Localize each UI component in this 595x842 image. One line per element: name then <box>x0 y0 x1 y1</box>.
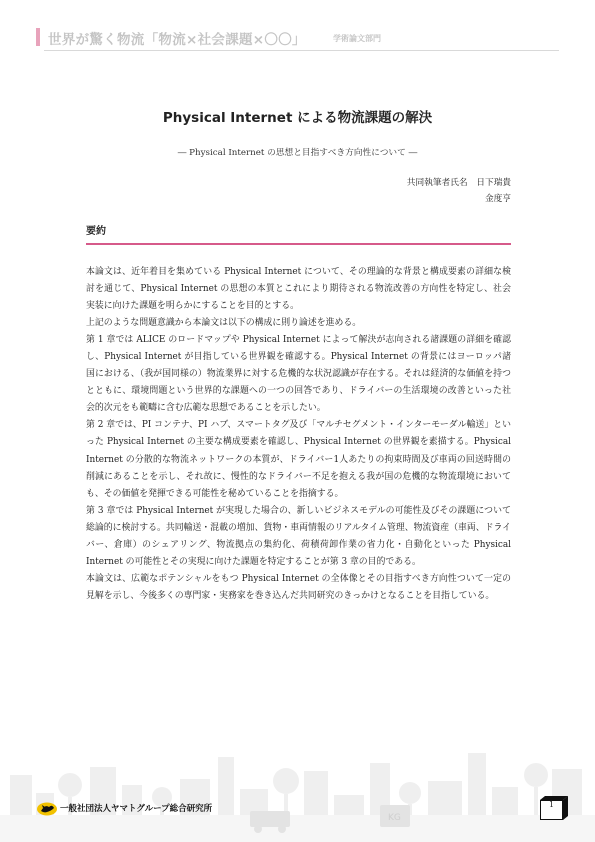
author-line-1: 共同執筆者氏名 日下瑞貴 <box>406 178 511 188</box>
abstract-body <box>86 264 511 605</box>
abstract-paragraph: 第 2 章では、PI コンテナ、PI ハブ、スマートタグ及び「マルチセグメント・インターモーダル輸送」といった Physical Internet の主要な構成要素を確認し、Physical Internet の世界観を素描する。Physical Internet の分散的な物流ネットワークの本質が、ドライバー1人あたりの拘束時間及び車両の回送時間の削減にあることを示し、それ故に、慢性的なドライバー不足を抱える我が国の危機的な物流環境においても、その価値を発揮できる可能性を秘めていることを指摘する。 <box>86 420 511 499</box>
author-line-2: 金度亨 <box>484 194 511 204</box>
svg-text:KG: KG <box>388 813 401 823</box>
paper-subtitle: ― Physical Internet の思想と目指すべき方向性について ― <box>177 148 418 158</box>
header-divider <box>44 50 559 51</box>
page-number-box <box>540 796 570 820</box>
abstract-paragraph: 上記のような問題意識から本論文は以下の構成に則り論述を進める。 <box>86 318 362 329</box>
yamato-cat-logo-icon <box>36 800 58 816</box>
city-skyline-illustration <box>0 745 595 842</box>
header-accent-bar <box>36 28 40 46</box>
department-label: 学術論文部門 <box>333 34 381 43</box>
abstract-paragraph: 本論文は、広範なポテンシャルをもつ Physical Internet の全体像とその目指すべき方向性ついて一定の見解を示し、今後多くの専門家・実務家を巻き込んだ共同研究のきっかけとなることを目指している。 <box>86 573 511 601</box>
abstract-paragraph: 第 3 章では Physical Internet が実現した場合の、新しいビジネスモデルの可能性及びその課題について総論的に検討する。共同輸送・混載の増加、貨物・車両情報のリアルタイム管理、物流資産（車両、ドライバー、倉庫）のシェアリング、物流拠点の集約化、荷積荷卸作業の省力化・自動化といった Physical Internet の可能性とその実現に向けた課題を特定することが第 3 章の目的である。 <box>86 505 511 567</box>
abstract-paragraph: 本論文は、近年着目を集めている Physical Internet について、その理論的な背景と構成要素の詳細な検討を通じて、Physical Internet の思想の本質とこれにより期待される物流改善の方向性を特定し、社会実装に向けた課題を明らかにすることを目的とする。 <box>86 267 511 312</box>
page-number: 1 <box>548 800 555 809</box>
abstract-divider <box>86 243 511 245</box>
series-title: 世界が驚く物流「物流×社会課題×〇〇」 <box>48 32 306 48</box>
abstract-heading: 要約 <box>86 226 106 237</box>
paper-title: Physical Internet による物流課題の解決 <box>162 110 433 126</box>
organization-name: 一般社団法人ヤマトグループ総合研究所 <box>60 804 213 814</box>
page-header <box>36 26 559 52</box>
abstract-paragraph: 第 1 章では ALICE のロードマップや Physical Internet によって解決が志向される諸課題の詳細を確認し、Physical Internet が目指している世界観を確認する。Physical Internet の背景にはヨーロッパ諸国における、（我が国同様の）物流業界に対する危機的な状況認識が存在する。それは経済的な価値を持つとともに、環境問題という世界的な課題への一つの回答であり、ドライバーの生活環境の改善といった社会的次元をも範疇に含む広範な思想であることを示したい。 <box>86 335 511 414</box>
